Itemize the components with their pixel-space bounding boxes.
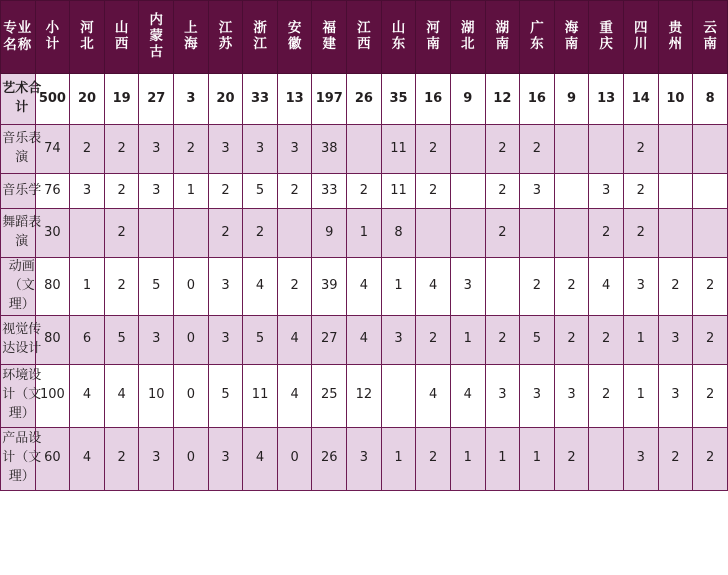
cell-yunnan	[693, 209, 728, 258]
cell-sichuan: 2	[623, 125, 658, 174]
cell-guangdong: 3	[520, 174, 555, 209]
cell-fujian: 39	[312, 258, 347, 316]
cell-yunnan: 2	[693, 258, 728, 316]
cell-anhui: 4	[277, 364, 312, 427]
row-label	[1, 209, 42, 258]
table-row	[1, 125, 728, 174]
cell-jiangxi: 12	[347, 364, 382, 427]
cell-hunan	[485, 258, 520, 316]
cell-neimenggu	[139, 209, 174, 258]
cell-shandong: 11	[381, 125, 416, 174]
cell-guizhou	[658, 174, 693, 209]
cell-hubei: 1	[450, 315, 485, 364]
cell-fujian: 26	[312, 427, 347, 490]
cell-shandong: 35	[381, 74, 416, 125]
column-header-anhui-label: 安徽	[287, 20, 302, 52]
cell-guizhou	[658, 209, 693, 258]
cell-hunan: 12	[485, 74, 520, 125]
cell-henan: 4	[416, 258, 451, 316]
cell-chongqing: 2	[589, 364, 624, 427]
cell-hebei: 4	[70, 364, 105, 427]
cell-henan: 2	[416, 174, 451, 209]
cell-fujian: 27	[312, 315, 347, 364]
column-header-shanghai	[174, 1, 209, 74]
column-header-chongqing	[589, 1, 624, 74]
cell-yunnan	[693, 125, 728, 174]
cell-henan	[416, 209, 451, 258]
column-header-fujian	[312, 1, 347, 74]
cell-anhui: 0	[277, 427, 312, 490]
column-header-major-name: 专业名称	[1, 1, 36, 74]
cell-neimenggu: 3	[139, 315, 174, 364]
cell-hebei: 3	[70, 174, 105, 209]
cell-zhejiang: 33	[243, 74, 278, 125]
cell-sichuan: 3	[623, 258, 658, 316]
table-row	[1, 258, 728, 316]
cell-shandong: 1	[381, 258, 416, 316]
cell-fujian: 9	[312, 209, 347, 258]
cell-hubei	[450, 125, 485, 174]
column-header-subtotal-label: 小计	[45, 20, 60, 52]
column-header-guangdong	[520, 1, 555, 74]
cell-fujian: 33	[312, 174, 347, 209]
column-header-yunnan-label: 云南	[703, 20, 717, 52]
column-header-hubei	[450, 1, 485, 74]
cell-hainan	[554, 209, 589, 258]
cell-yunnan: 2	[693, 364, 728, 427]
cell-jiangxi: 4	[347, 258, 382, 316]
cell-zhejiang: 11	[243, 364, 278, 427]
cell-guizhou: 2	[658, 427, 693, 490]
cell-jiangsu: 2	[208, 209, 243, 258]
cell-shanxi: 2	[104, 125, 139, 174]
cell-sichuan: 14	[623, 74, 658, 125]
cell-jiangsu: 3	[208, 125, 243, 174]
row-label	[1, 427, 42, 490]
cell-jiangsu: 3	[208, 315, 243, 364]
cell-yunnan: 2	[693, 427, 728, 490]
column-header-subtotal	[35, 1, 70, 74]
cell-guangdong	[520, 209, 555, 258]
cell-shanghai: 0	[174, 364, 209, 427]
column-header-shandong	[381, 1, 416, 74]
column-header-hunan-label: 湖南	[495, 20, 510, 52]
cell-sichuan: 2	[623, 209, 658, 258]
cell-jiangxi	[347, 125, 382, 174]
cell-shanxi: 2	[104, 209, 139, 258]
column-header-yunnan	[693, 1, 728, 74]
column-header-shanghai-label: 上海	[184, 20, 198, 52]
cell-subtotal: 60	[35, 427, 70, 490]
cell-fujian: 38	[312, 125, 347, 174]
cell-shanghai: 2	[174, 125, 209, 174]
cell-sichuan: 1	[623, 364, 658, 427]
row-label	[1, 315, 42, 364]
table-row	[1, 315, 728, 364]
cell-shanghai: 1	[174, 174, 209, 209]
cell-hebei: 6	[70, 315, 105, 364]
cell-yunnan	[693, 174, 728, 209]
cell-hainan: 2	[554, 315, 589, 364]
table-row	[1, 74, 728, 125]
table-head	[1, 1, 728, 74]
cell-shandong: 11	[381, 174, 416, 209]
cell-hubei	[450, 174, 485, 209]
cell-neimenggu: 10	[139, 364, 174, 427]
row-label-text: 动画（文理）	[8, 259, 35, 312]
cell-neimenggu: 27	[139, 74, 174, 125]
column-header-jiangxi	[347, 1, 382, 74]
column-header-hunan	[485, 1, 520, 74]
row-label	[1, 258, 36, 316]
column-header-zhejiang	[243, 1, 278, 74]
column-header-neimenggu-label: 内蒙古	[149, 12, 163, 60]
column-header-chongqing-label: 重庆	[599, 20, 613, 52]
cell-henan: 2	[416, 427, 451, 490]
cell-sichuan: 3	[623, 427, 658, 490]
column-header-shanxi	[104, 1, 139, 74]
cell-yunnan: 8	[693, 74, 728, 125]
column-header-sichuan	[623, 1, 658, 74]
cell-zhejiang: 5	[243, 174, 278, 209]
cell-anhui: 3	[277, 125, 312, 174]
row-label-text: 产品设计（文理）	[2, 431, 42, 484]
cell-hebei: 1	[70, 258, 105, 316]
row-label-text: 音乐学	[2, 182, 42, 198]
cell-hainan: 9	[554, 74, 589, 125]
cell-hunan: 2	[485, 174, 520, 209]
cell-zhejiang: 3	[243, 125, 278, 174]
cell-anhui: 2	[277, 174, 312, 209]
cell-jiangxi: 1	[347, 209, 382, 258]
cell-henan: 2	[416, 315, 451, 364]
column-header-guizhou-label: 贵州	[668, 20, 683, 52]
cell-neimenggu: 5	[139, 258, 174, 316]
cell-anhui: 4	[277, 315, 312, 364]
cell-chongqing	[589, 125, 624, 174]
cell-guangdong: 5	[520, 315, 555, 364]
cell-henan: 2	[416, 125, 451, 174]
column-header-fujian-label: 福建	[322, 20, 337, 52]
row-label	[1, 364, 42, 427]
cell-shanghai	[174, 209, 209, 258]
cell-hebei	[70, 209, 105, 258]
column-header-hebei-label: 河北	[80, 20, 94, 52]
cell-anhui: 13	[277, 74, 312, 125]
cell-jiangsu: 2	[208, 174, 243, 209]
cell-hubei	[450, 209, 485, 258]
column-header-neimenggu	[139, 1, 174, 74]
row-label	[1, 74, 42, 125]
cell-chongqing	[589, 427, 624, 490]
cell-subtotal: 76	[35, 174, 70, 209]
cell-shanxi: 2	[104, 427, 139, 490]
cell-guangdong: 3	[520, 364, 555, 427]
column-header-jiangsu	[208, 1, 243, 74]
column-header-jiangxi-label: 江西	[357, 20, 371, 52]
column-header-hainan	[554, 1, 589, 74]
row-label-text: 音乐表演	[2, 131, 42, 165]
cell-jiangsu: 20	[208, 74, 243, 125]
cell-zhejiang: 4	[243, 427, 278, 490]
column-header-henan	[416, 1, 451, 74]
column-header-henan-label: 河南	[426, 20, 440, 52]
row-label	[1, 174, 42, 209]
cell-shanghai: 3	[174, 74, 209, 125]
cell-shanxi: 4	[104, 364, 139, 427]
cell-hainan	[554, 125, 589, 174]
cell-subtotal: 30	[35, 209, 70, 258]
table-row	[1, 209, 728, 258]
cell-guizhou: 3	[658, 315, 693, 364]
cell-chongqing: 2	[589, 315, 624, 364]
cell-jiangxi: 26	[347, 74, 382, 125]
table-row	[1, 364, 728, 427]
row-label-text: 视觉传达设计	[2, 321, 42, 356]
table-body	[1, 74, 728, 491]
cell-fujian: 25	[312, 364, 347, 427]
cell-subtotal: 74	[35, 125, 70, 174]
column-header-hubei-label: 湖北	[460, 20, 475, 52]
cell-hunan: 3	[485, 364, 520, 427]
column-header-guizhou	[658, 1, 693, 74]
cell-shandong: 8	[381, 209, 416, 258]
column-header-hebei	[70, 1, 105, 74]
cell-chongqing: 4	[589, 258, 624, 316]
row-label-text: 环境设计（文理）	[2, 368, 42, 421]
cell-hubei: 9	[450, 74, 485, 125]
cell-guizhou	[658, 125, 693, 174]
cell-guangdong: 1	[520, 427, 555, 490]
cell-jiangxi: 2	[347, 174, 382, 209]
cell-neimenggu: 3	[139, 174, 174, 209]
cell-hunan: 1	[485, 427, 520, 490]
cell-shandong: 1	[381, 427, 416, 490]
cell-hunan: 2	[485, 209, 520, 258]
cell-guangdong: 2	[520, 258, 555, 316]
cell-hebei: 20	[70, 74, 105, 125]
cell-hainan: 2	[554, 427, 589, 490]
table-row	[1, 174, 728, 209]
cell-shanghai: 0	[174, 258, 209, 316]
cell-zhejiang: 2	[243, 209, 278, 258]
cell-jiangxi: 4	[347, 315, 382, 364]
column-header-shandong-label: 山东	[391, 20, 406, 52]
cell-zhejiang: 4	[243, 258, 278, 316]
row-label-text: 艺术合计	[2, 81, 42, 115]
cell-guangdong: 16	[520, 74, 555, 125]
cell-zhejiang: 5	[243, 315, 278, 364]
cell-shanghai: 0	[174, 427, 209, 490]
cell-henan: 4	[416, 364, 451, 427]
cell-jiangsu: 5	[208, 364, 243, 427]
cell-chongqing: 3	[589, 174, 624, 209]
cell-henan: 16	[416, 74, 451, 125]
cell-guizhou: 3	[658, 364, 693, 427]
cell-subtotal: 100	[35, 364, 70, 427]
column-header-zhejiang-label: 浙江	[253, 20, 267, 52]
cell-hunan: 2	[485, 125, 520, 174]
cell-jiangxi: 3	[347, 427, 382, 490]
cell-hubei: 3	[450, 258, 485, 316]
row-label	[1, 125, 42, 174]
cell-hainan: 3	[554, 364, 589, 427]
cell-shanxi: 2	[104, 258, 139, 316]
cell-shanxi: 5	[104, 315, 139, 364]
cell-subtotal: 500	[35, 74, 70, 125]
cell-sichuan: 1	[623, 315, 658, 364]
cell-neimenggu: 3	[139, 427, 174, 490]
cell-shanxi: 19	[104, 74, 139, 125]
cell-guizhou: 10	[658, 74, 693, 125]
cell-hubei: 4	[450, 364, 485, 427]
cell-anhui: 2	[277, 258, 312, 316]
cell-hainan: 2	[554, 258, 589, 316]
cell-jiangsu: 3	[208, 427, 243, 490]
column-header-sichuan-label: 四川	[634, 20, 648, 52]
cell-anhui	[277, 209, 312, 258]
row-label-text: 舞蹈表演	[2, 215, 42, 249]
cell-fujian: 197	[312, 74, 347, 125]
cell-shanxi: 2	[104, 174, 139, 209]
cell-hunan: 2	[485, 315, 520, 364]
cell-jiangsu: 3	[208, 258, 243, 316]
column-header-shanxi-label: 山西	[114, 20, 129, 52]
cell-neimenggu: 3	[139, 125, 174, 174]
column-header-anhui	[277, 1, 312, 74]
cell-shanghai: 0	[174, 315, 209, 364]
cell-yunnan: 2	[693, 315, 728, 364]
cell-shandong: 3	[381, 315, 416, 364]
cell-guizhou: 2	[658, 258, 693, 316]
cell-chongqing: 13	[589, 74, 624, 125]
cell-subtotal: 80	[35, 258, 70, 316]
cell-hainan	[554, 174, 589, 209]
cell-subtotal: 80	[35, 315, 70, 364]
column-header-guangdong-label: 广东	[530, 20, 544, 52]
cell-shandong	[381, 364, 416, 427]
column-header-hainan-label: 海南	[564, 20, 579, 52]
column-header-jiangsu-label: 江苏	[218, 20, 233, 52]
cell-sichuan: 2	[623, 174, 658, 209]
cell-guangdong: 2	[520, 125, 555, 174]
cell-hebei: 2	[70, 125, 105, 174]
cell-hubei: 1	[450, 427, 485, 490]
table-header-row	[1, 1, 728, 74]
cell-hebei: 4	[70, 427, 105, 490]
table-row	[1, 427, 728, 490]
cell-chongqing: 2	[589, 209, 624, 258]
